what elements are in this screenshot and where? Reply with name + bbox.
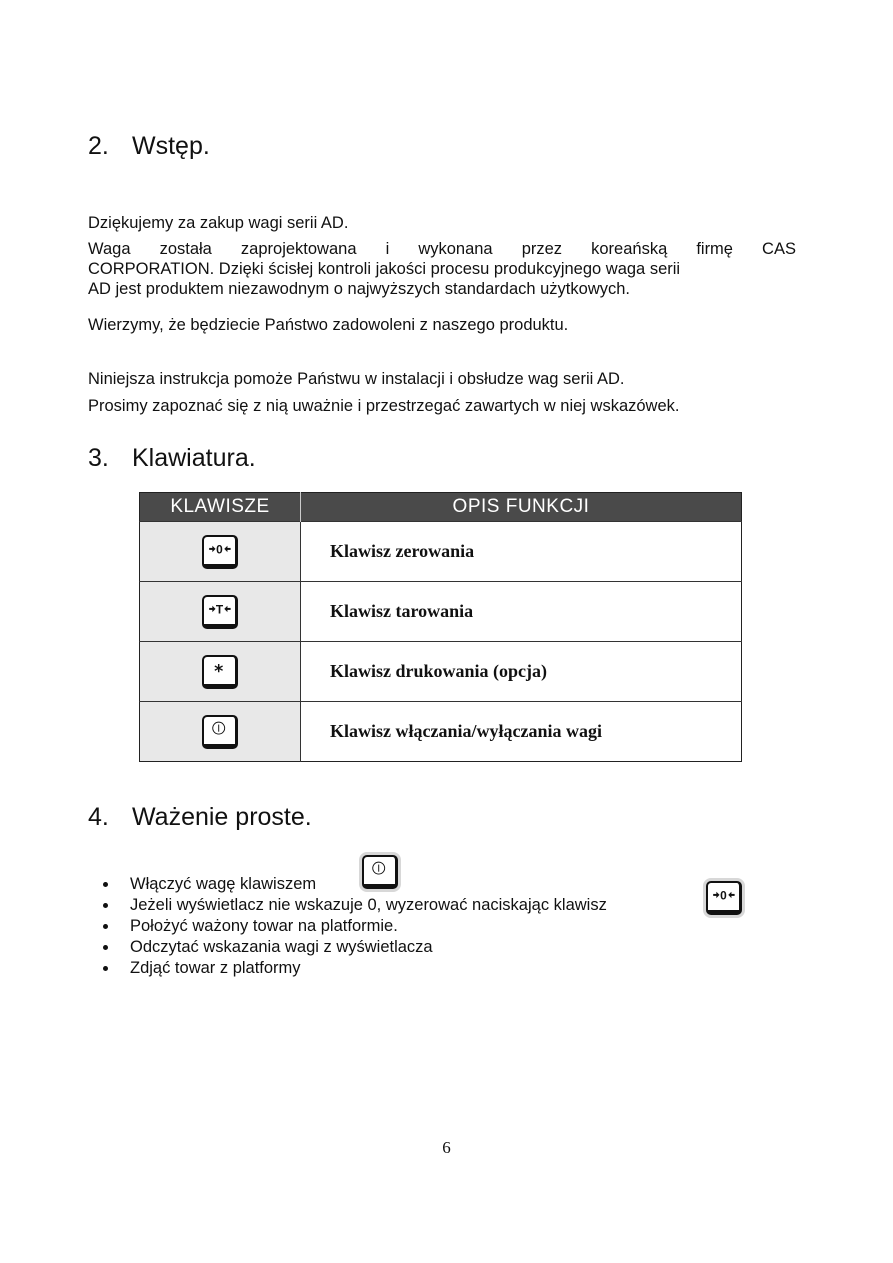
svg-text:0: 0 [216, 542, 223, 557]
intro-paragraph-3: Wierzymy, że będziecie Państwo zadowoleni z naszego produktu. [88, 316, 569, 334]
print-key-icon [202, 655, 238, 689]
list-item [88, 895, 607, 916]
section-heading-weighing [88, 803, 312, 832]
step-text: Zdjąć towar z platformy [130, 959, 301, 977]
section-heading-intro [88, 132, 210, 161]
table-row [140, 522, 742, 582]
list-item [88, 874, 607, 895]
table-header-row [140, 493, 742, 522]
svg-text:*: * [214, 661, 224, 682]
power-key-icon [362, 855, 398, 889]
zero-key-icon [706, 881, 742, 915]
step-text: Jeżeli wyświetlacz nie wskazuje 0, wyzerować naciskając klawisz [130, 896, 607, 914]
column-header-keys: KLAWISZE [140, 493, 301, 522]
key-cell [140, 702, 301, 762]
svg-text:T: T [215, 602, 224, 617]
intro-paragraph-4: Niniejsza instrukcja pomoże Państwu w instalacji i obsłudze wag serii AD. [88, 370, 625, 388]
section-number: 2. [88, 132, 109, 160]
table-row [140, 642, 742, 702]
zero-key-icon [202, 535, 238, 569]
key-description: Klawisz tarowania [301, 582, 742, 642]
key-cell [140, 522, 301, 582]
page-number: 6 [442, 1138, 451, 1157]
key-cell [140, 582, 301, 642]
table-row [140, 582, 742, 642]
step-text: Włączyć wagę klawiszem [130, 875, 317, 893]
list-item [88, 958, 607, 979]
section-heading-keyboard [88, 444, 256, 473]
list-item [88, 916, 607, 937]
intro-paragraph-5: Prosimy zapoznać się z nią uważnie i przestrzegać zawartych w niej wskazówek. [88, 397, 680, 415]
intro-paragraph-1: Dziękujemy za zakup wagi serii AD. [88, 214, 349, 232]
key-description: Klawisz włączania/wyłączania wagi [301, 702, 742, 762]
list-item [88, 937, 607, 958]
section-title: Klawiatura. [132, 444, 256, 472]
key-description: Klawisz zerowania [301, 522, 742, 582]
weighing-steps-list [88, 874, 607, 979]
intro-paragraph-2 [88, 239, 796, 299]
intro-paragraph-2-line: AD jest produktem niezawodnym o najwyższych standardach użytkowych. [88, 280, 630, 298]
section-number: 4. [88, 803, 109, 831]
section-title: Wstęp. [132, 132, 210, 160]
column-header-description: OPIS FUNKCJI [301, 493, 742, 522]
section-number: 3. [88, 444, 109, 472]
table-row [140, 702, 742, 762]
power-key-icon [202, 715, 238, 749]
section-title: Ważenie proste. [132, 803, 312, 831]
keys-table [139, 492, 742, 762]
step-text: Odczytać wskazania wagi z wyświetlacza [130, 938, 433, 956]
tare-key-icon [202, 595, 238, 629]
svg-text:0: 0 [720, 888, 727, 903]
key-description: Klawisz drukowania (opcja) [301, 642, 742, 702]
intro-paragraph-2-line: Waga została zaprojektowana i wykonana przez koreańską firmę CAS [88, 240, 796, 258]
key-cell [140, 642, 301, 702]
intro-paragraph-2-line: CORPORATION. Dzięki ścisłej kontroli jakości procesu produkcyjnego waga serii [88, 260, 681, 278]
step-text: Położyć ważony towar na platformie. [130, 917, 398, 935]
